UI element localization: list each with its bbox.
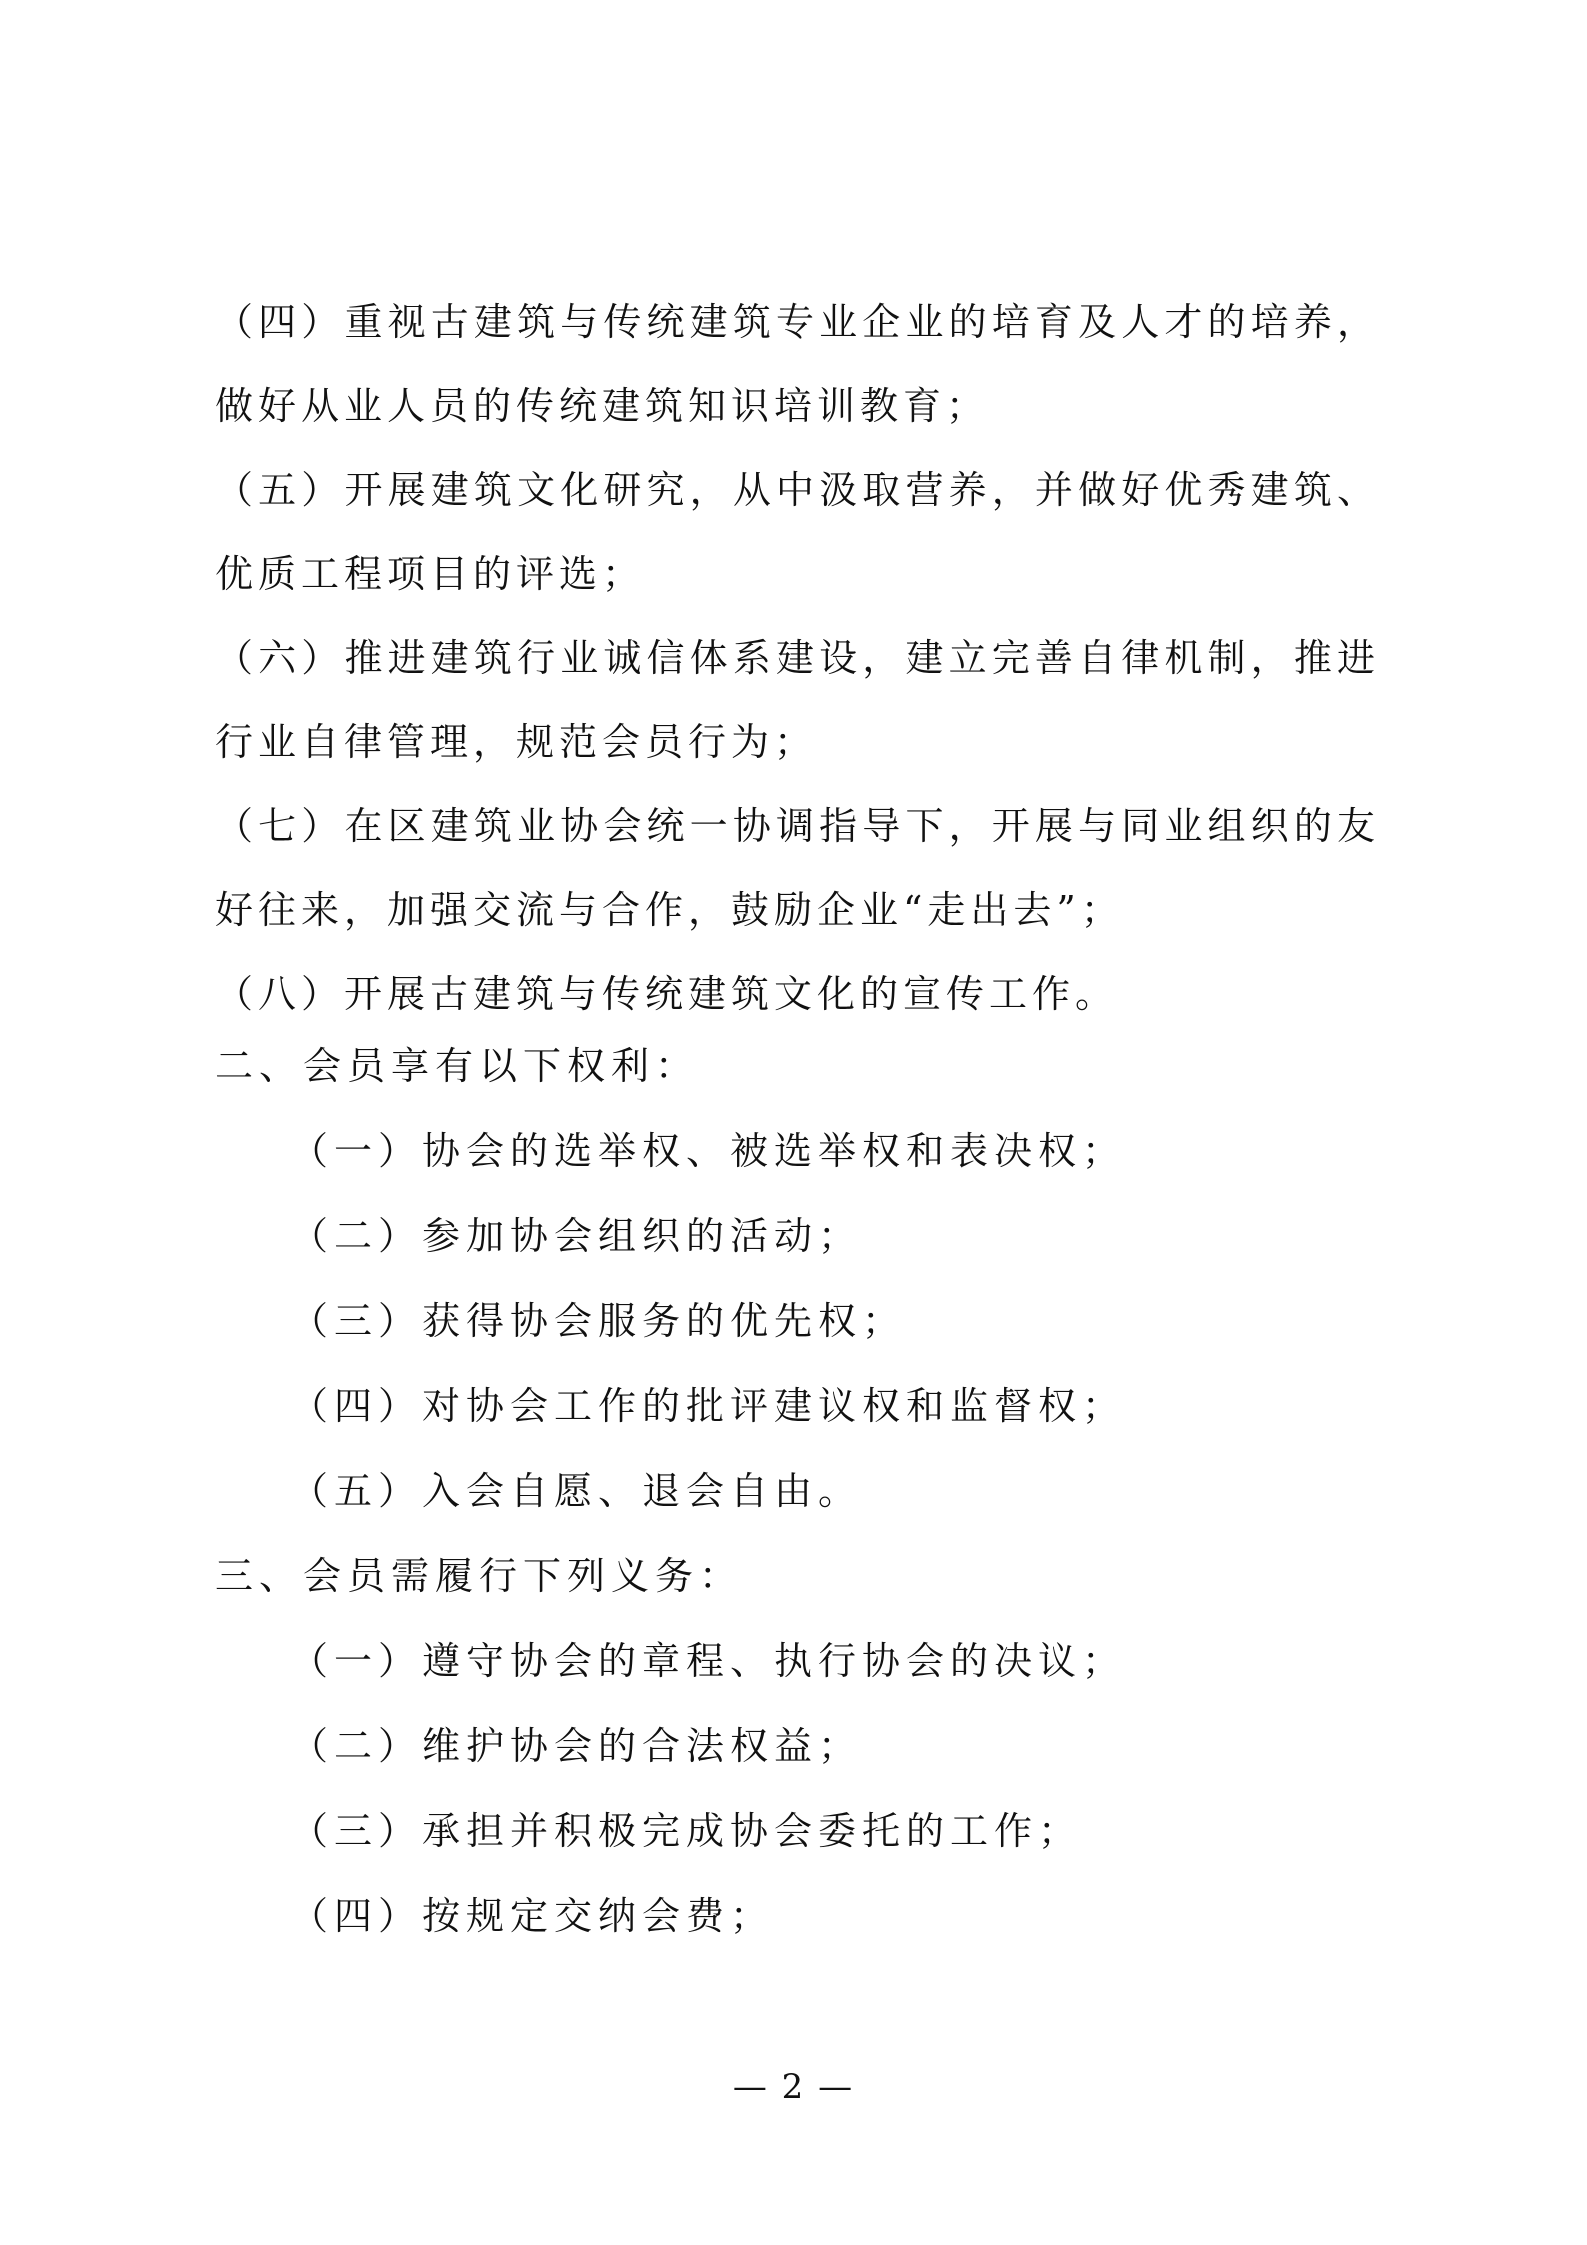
item-seven-paragraph: （七）在区建筑业协会统一协调指导下，开展与同业组织的友好往来，加强交流与合作，鼓励企业“走出去”； <box>215 804 1380 932</box>
item-eight-paragraph: （八）开展古建筑与传统建筑文化的宣传工作。 <box>215 972 1119 1016</box>
duties-item-1: （一）遵守协会的章程、执行协会的决议； <box>290 1639 1127 1683</box>
rights-item-4: （四）对协会工作的批评建议权和监督权； <box>290 1384 1127 1428</box>
rights-item-5: （五）入会自愿、退会自由。 <box>290 1469 863 1513</box>
section-three-heading: 三、会员需履行下列义务： <box>215 1554 744 1598</box>
rights-item-3: （三）获得协会服务的优先权； <box>290 1299 907 1343</box>
rights-item-1: （一）协会的选举权、被选举权和表决权； <box>290 1129 1127 1173</box>
item-six-paragraph: （六）推进建筑行业诚信体系建设，建立完善自律机制，推进行业自律管理，规范会员行为； <box>215 636 1380 764</box>
duties-item-2: （二）维护协会的合法权益； <box>290 1724 863 1768</box>
item-four-paragraph: （四）重视古建筑与传统建筑专业企业的培育及人才的培养，做好从业人员的传统建筑知识培训教育； <box>215 300 1380 428</box>
duties-item-4: （四）按规定交纳会费； <box>290 1894 775 1938</box>
item-five-paragraph: （五）开展建筑文化研究，从中汲取营养，并做好优秀建筑、优质工程项目的评选； <box>215 468 1380 596</box>
duties-item-3: （三）承担并积极完成协会委托的工作； <box>290 1809 1083 1853</box>
page-number: — 2 — <box>732 2067 855 2107</box>
rights-item-2: （二）参加协会组织的活动； <box>290 1214 863 1258</box>
section-two-heading: 二、会员享有以下权利： <box>215 1044 700 1088</box>
